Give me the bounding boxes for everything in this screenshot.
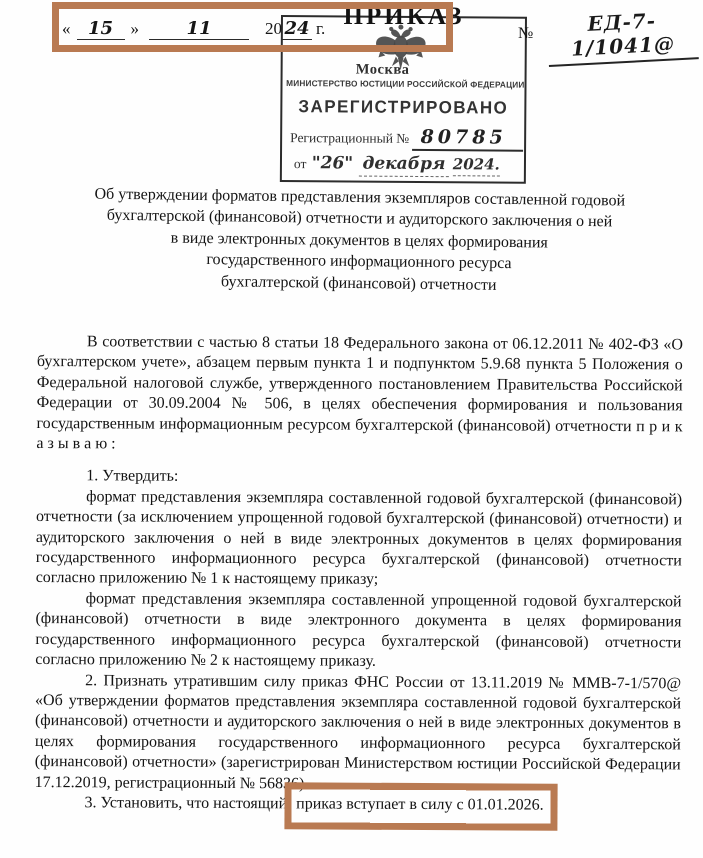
- stamp-registered-label: ЗАРЕГИСТРИРОВАНО: [298, 96, 509, 118]
- order-body: [34, 332, 683, 817]
- handwritten-reg-year: 2024.: [453, 155, 500, 176]
- document-title: ПРИКАЗ: [343, 3, 465, 30]
- printed-century: 20: [265, 19, 282, 38]
- annotation-box-date: [52, 2, 453, 52]
- handwritten-month: 11: [149, 20, 249, 40]
- handwritten-order-number: ЕД-7-1/1041@: [546, 6, 699, 67]
- subject-line: бухгалтерской (финансовой) отчетности: [220, 272, 497, 294]
- handwritten-year: 24: [282, 20, 312, 40]
- order-subject: [49, 183, 670, 298]
- paragraph-format-1: формат представления экземпляра составленной годовой бухгалтерской (финансовой) отчетности (за исключением упрощенной годовой бухгалтерской (финансовой) отчетности) и аудиторского заключения о ней в виде электронных документов в целях формирования государственного информационного ресурса бухгалтерской (финансовой) отчетности согласно приложению № 1 к настоящему приказу;: [35, 488, 683, 589]
- annotation-box-effective-date: [291, 789, 551, 823]
- paragraph-item-3: [34, 793, 680, 817]
- stamp-registration-number: [290, 125, 523, 149]
- number-label: №: [518, 25, 534, 42]
- subject-line: Об утверждении форматов представления экземпляров составленной годовой: [94, 185, 626, 210]
- reg-number-label: Регистрационный №: [290, 130, 410, 146]
- stamp-city: Москва: [355, 61, 410, 78]
- effective-date-text: приказ вступает в силу с 01.01.2026.: [296, 795, 544, 814]
- quote-open: «: [62, 19, 71, 38]
- handwritten-day: 15: [77, 20, 125, 40]
- paragraph-item-1: 1. Утвердить:: [86, 467, 179, 486]
- reg-date-prefix: от: [293, 156, 307, 172]
- subject-line: бухгалтерской (финансовой) отчетности и аудиторского заключения о ней: [106, 207, 613, 231]
- paragraph-preamble: В соответствии с частью 8 статьи 18 Федерального закона от 06.12.2011 № 402-ФЗ «О бухгалтерском учете», абзацем первым пункта 1 и подпунктом 5.9.68 пункта 5 Положения о Федеральной налоговой службе, утвержденного постановлением Правительства Российской Федерации от 30.09.2004 № 506, в целях обеспечения формирования и пользования государственным информационным ресурсом бухгалтерской (финансовой) отчетности п р и к а з ы в а ю :: [36, 333, 683, 453]
- effective-date-prefix: 3. Установить, что настоящий: [84, 794, 292, 813]
- quote-close: »: [130, 19, 139, 38]
- handwritten-reg-number: 80785: [413, 126, 523, 152]
- stamp-registration-date: [294, 153, 500, 174]
- paragraph-item-2: 2. Признать утратившим силу приказ ФНС России от 13.11.2019 № ММВ-7-1/570@ «Об утверждении форматов представления экземпляра составленной годовой бухгалтерской (финансовой) отчетности и аудиторского заключения о ней в виде электронных документов в целях формирования государственного информационного ресурса бухгалтерской (финансовой) отчетности» (зарегистрирован Министерством юстиции Российской Федерации 17.12.2019, регистрационный № 56836).: [34, 671, 682, 792]
- paragraph-format-2: формат представления экземпляра составленной упрощенной годовой бухгалтерской (финансовой) отчетности в виде электронного документа в целях формирования государственного информационного ресурса бухгалтерской (финансовой) отчетности согласно приложению № 2 к настоящему приказу.: [35, 590, 682, 670]
- handwritten-reg-day: "26": [311, 153, 354, 174]
- subject-line: государственного информационного ресурса: [206, 251, 512, 273]
- subject-line: в виде электронных документов в целях формирования: [170, 229, 548, 252]
- stamp-ministry-line: МИНИСТЕРСТВО ЮСТИЦИИ РОССИЙСКОЙ ФЕДЕРАЦИИ: [286, 78, 525, 90]
- handwritten-reg-month: декабря: [358, 154, 449, 178]
- year-suffix: г.: [316, 19, 326, 38]
